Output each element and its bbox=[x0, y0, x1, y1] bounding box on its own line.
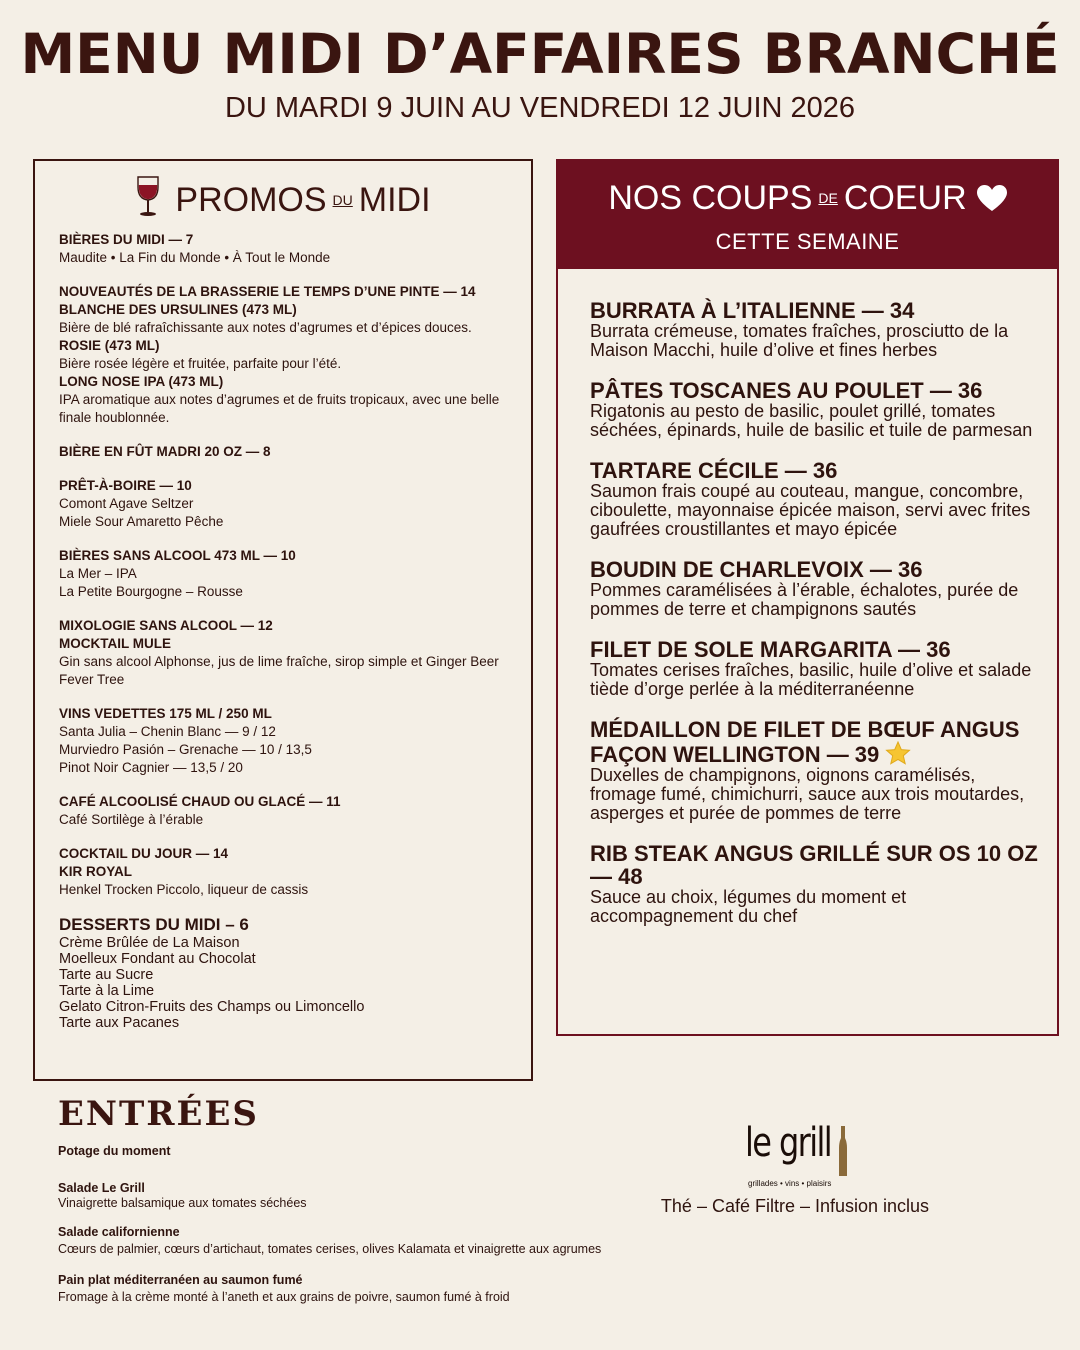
promo-heading: VINS VEDETTES 175 ML / 250 ML bbox=[59, 706, 272, 721]
entree-item bbox=[58, 1273, 628, 1307]
entree-description: Cœurs de palmier, cœurs d’artichaut, tomates cerises, olives Kalamata et vinaigrette aux agrumes bbox=[58, 1242, 602, 1256]
promo-text: La Mer – IPA bbox=[59, 566, 137, 581]
promo-heading: MOCKTAIL MULE bbox=[59, 636, 171, 651]
promo-text: Murviedro Pasión – Grenache — 10 / 13,5 bbox=[59, 742, 312, 757]
promo-heading: DESSERTS DU MIDI – 6 bbox=[59, 915, 249, 934]
star-icon bbox=[885, 742, 911, 767]
dish-description: Tomates cerises fraîches, basilic, huile d’olive et salade tiède d’orge perlée à la méditerranéenne bbox=[590, 660, 1032, 699]
promo-text: Tarte au Sucre bbox=[59, 967, 154, 983]
dish-name-text: PÂTES TOSCANES AU POULET — 36 bbox=[590, 378, 983, 403]
dish-item bbox=[590, 558, 1045, 619]
promo-heading: BLANCHE DES URSULINES (473 ML) bbox=[59, 302, 297, 317]
promo-text: Tarte aux Pacanes bbox=[59, 1015, 180, 1031]
promo-heading: NOUVEAUTÉS DE LA BRASSERIE LE TEMPS D’UNE PINTE — 14 bbox=[59, 284, 476, 299]
promo-heading: COCKTAIL DU JOUR — 14 bbox=[59, 846, 229, 861]
dish-name bbox=[590, 842, 1045, 888]
dish-description: Sauce au choix, légumes du moment et accompagnement du chef bbox=[590, 887, 907, 926]
dish-item bbox=[590, 842, 1045, 926]
coups-panel bbox=[556, 159, 1059, 1036]
entree-item bbox=[58, 1225, 628, 1259]
dish-item bbox=[590, 718, 1045, 823]
coups-title-b: COEUR bbox=[843, 179, 967, 217]
dish-name bbox=[590, 638, 1045, 661]
promo-group bbox=[59, 283, 524, 427]
dish-name bbox=[590, 558, 1045, 581]
logo-tagline: grillades • vins • plaisirs bbox=[748, 1179, 832, 1188]
promos-heading bbox=[35, 175, 531, 226]
promo-text: Moelleux Fondant au Chocolat bbox=[59, 951, 256, 967]
menu-dates: DU MARDI 9 JUIN AU VENDREDI 12 JUIN 2026 bbox=[224, 92, 856, 124]
promo-group bbox=[59, 705, 524, 777]
promos-panel bbox=[33, 159, 533, 1081]
promo-heading: BIÈRES DU MIDI — 7 bbox=[59, 232, 194, 247]
logo-bottle-icon bbox=[839, 1126, 847, 1176]
coups-subtitle: CETTE SEMAINE bbox=[715, 229, 900, 254]
dish-name-text: RIB STEAK ANGUS GRILLÉ SUR OS 10 OZ — 48 bbox=[590, 841, 1038, 889]
promo-heading: BIÈRES SANS ALCOOL 473 ML — 10 bbox=[59, 548, 296, 563]
dish-name bbox=[590, 459, 1045, 482]
wine-glass-icon bbox=[135, 175, 161, 226]
dish-item bbox=[590, 638, 1045, 699]
entree-description: Vinaigrette balsamique aux tomates séchées bbox=[58, 1196, 307, 1210]
promo-heading: KIR ROYAL bbox=[59, 864, 133, 879]
promos-title-b: MIDI bbox=[358, 181, 431, 219]
promos-title-du: DU bbox=[332, 192, 353, 208]
dish-name-text: FILET DE SOLE MARGARITA — 36 bbox=[590, 637, 951, 662]
promo-heading: LONG NOSE IPA (473 ML) bbox=[59, 374, 224, 389]
promo-text: Gelato Citron-Fruits des Champs ou Limoncello bbox=[59, 999, 365, 1015]
dish-description: Rigatonis au pesto de basilic, poulet grillé, tomates séchées, épinards, huile de basilic et tuile de parmesan bbox=[590, 401, 1033, 440]
promo-text: Pinot Noir Cagnier — 13,5 / 20 bbox=[59, 760, 243, 775]
dish-name bbox=[590, 299, 1045, 322]
dish-description: Duxelles de champignons, oignons caramélisés, fromage fumé, chimichurri, sauce aux trois moutardes, asperges et purée de pommes de terre bbox=[590, 765, 1025, 823]
coups-list bbox=[590, 299, 1045, 945]
promo-heading: PRÊT-À-BOIRE — 10 bbox=[59, 478, 192, 493]
entree-name: Salade Le Grill bbox=[58, 1181, 145, 1195]
dish-name-text: MÉDAILLON DE FILET DE BŒUF ANGUS FAÇON WELLINGTON — 39 bbox=[590, 717, 1020, 767]
promo-text: Crème Brûlée de La Maison bbox=[59, 935, 240, 951]
dish-description: Burrata crémeuse, tomates fraîches, prosciutto de la Maison Macchi, huile d’olive et fines herbes bbox=[590, 321, 1009, 360]
dish-name-text: BOUDIN DE CHARLEVOIX — 36 bbox=[590, 557, 923, 582]
promo-group bbox=[59, 231, 524, 267]
coups-title-a: NOS COUPS bbox=[608, 179, 813, 217]
promo-group bbox=[59, 617, 524, 689]
entree-name: Salade californienne bbox=[58, 1225, 180, 1239]
included-drinks: Thé – Café Filtre – Infusion inclus bbox=[660, 1196, 930, 1216]
promo-group bbox=[59, 845, 524, 899]
menu-title: MENU MIDI D’AFFAIRES BRANCHÉ bbox=[20, 22, 1060, 86]
promo-heading: BIÈRE EN FÛT MADRI 20 OZ — 8 bbox=[59, 444, 271, 459]
promo-text: Bière rosée légère et fruitée, parfaite pour l’été. bbox=[59, 356, 342, 371]
coups-title-de: DE bbox=[818, 190, 838, 206]
dish-item bbox=[590, 379, 1045, 440]
promo-text: Santa Julia – Chenin Blanc — 9 / 12 bbox=[59, 724, 276, 739]
coups-header bbox=[558, 161, 1057, 269]
promo-text: Miele Sour Amaretto Pêche bbox=[59, 514, 224, 529]
heart-icon bbox=[977, 182, 1007, 221]
promo-heading: ROSIE (473 ML) bbox=[59, 338, 160, 353]
entree-item bbox=[58, 1181, 628, 1211]
entree-name: Pain plat méditerranéen au saumon fumé bbox=[58, 1273, 303, 1287]
dish-description: Saumon frais coupé au couteau, mangue, concombre, ciboulette, mayonnaise épicée maison, servi avec frites gaufrées croustillantes et mayo épicée bbox=[590, 481, 1031, 539]
promo-text: Tarte à la Lime bbox=[59, 983, 155, 999]
promo-group bbox=[59, 477, 524, 531]
dish-item bbox=[590, 299, 1045, 360]
promo-group bbox=[59, 443, 524, 461]
promo-group bbox=[59, 915, 524, 1031]
promo-heading: CAFÉ ALCOOLISÉ CHAUD OU GLACÉ — 11 bbox=[59, 794, 341, 809]
entrees-title: ENTRÉES bbox=[58, 1094, 259, 1134]
dish-description: Pommes caramélisées à l’érable, échalotes, purée de pommes de terre et champignons sautés bbox=[590, 580, 1019, 619]
promo-text: Bière de blé rafraîchissante aux notes d’agrumes et d’épices douces. bbox=[59, 320, 472, 335]
promo-heading: MIXOLOGIE SANS ALCOOL — 12 bbox=[59, 618, 273, 633]
dish-name bbox=[590, 379, 1045, 402]
promos-title-a: PROMOS bbox=[175, 181, 327, 219]
promo-text: Café Sortilège à l’érable bbox=[59, 812, 204, 827]
promo-text: Henkel Trocken Piccolo, liqueur de cassis bbox=[59, 882, 309, 897]
promo-text: Maudite • La Fin du Monde • À Tout le Monde bbox=[59, 250, 331, 265]
dish-name-text: BURRATA À L’ITALIENNE — 34 bbox=[590, 298, 915, 323]
logo-wordmark: le grill bbox=[745, 1120, 832, 1166]
entree-description: Fromage à la crème monté à l’aneth et aux grains de poivre, saumon fumé à froid bbox=[58, 1290, 510, 1304]
promos-list bbox=[59, 231, 524, 1047]
promo-text: La Petite Bourgogne – Rousse bbox=[59, 584, 243, 599]
promo-text: Comont Agave Seltzer bbox=[59, 496, 194, 511]
entrees-list bbox=[58, 1144, 628, 1321]
dish-item bbox=[590, 459, 1045, 539]
entree-name: Potage du moment bbox=[58, 1144, 171, 1158]
promo-group bbox=[59, 547, 524, 601]
dish-name-text: TARTARE CÉCILE — 36 bbox=[590, 458, 838, 483]
promo-text: IPA aromatique aux notes d’agrumes et de fruits tropicaux, avec une belle finale houblonnée. bbox=[59, 392, 500, 425]
coups-heading bbox=[558, 179, 1057, 221]
promo-group bbox=[59, 793, 524, 829]
entree-item bbox=[58, 1144, 628, 1159]
dish-name bbox=[590, 718, 1045, 766]
le-grill-logo bbox=[745, 1120, 855, 1192]
promo-text: Gin sans alcool Alphonse, jus de lime fraîche, sirop simple et Ginger Beer Fever Tree bbox=[59, 654, 499, 687]
